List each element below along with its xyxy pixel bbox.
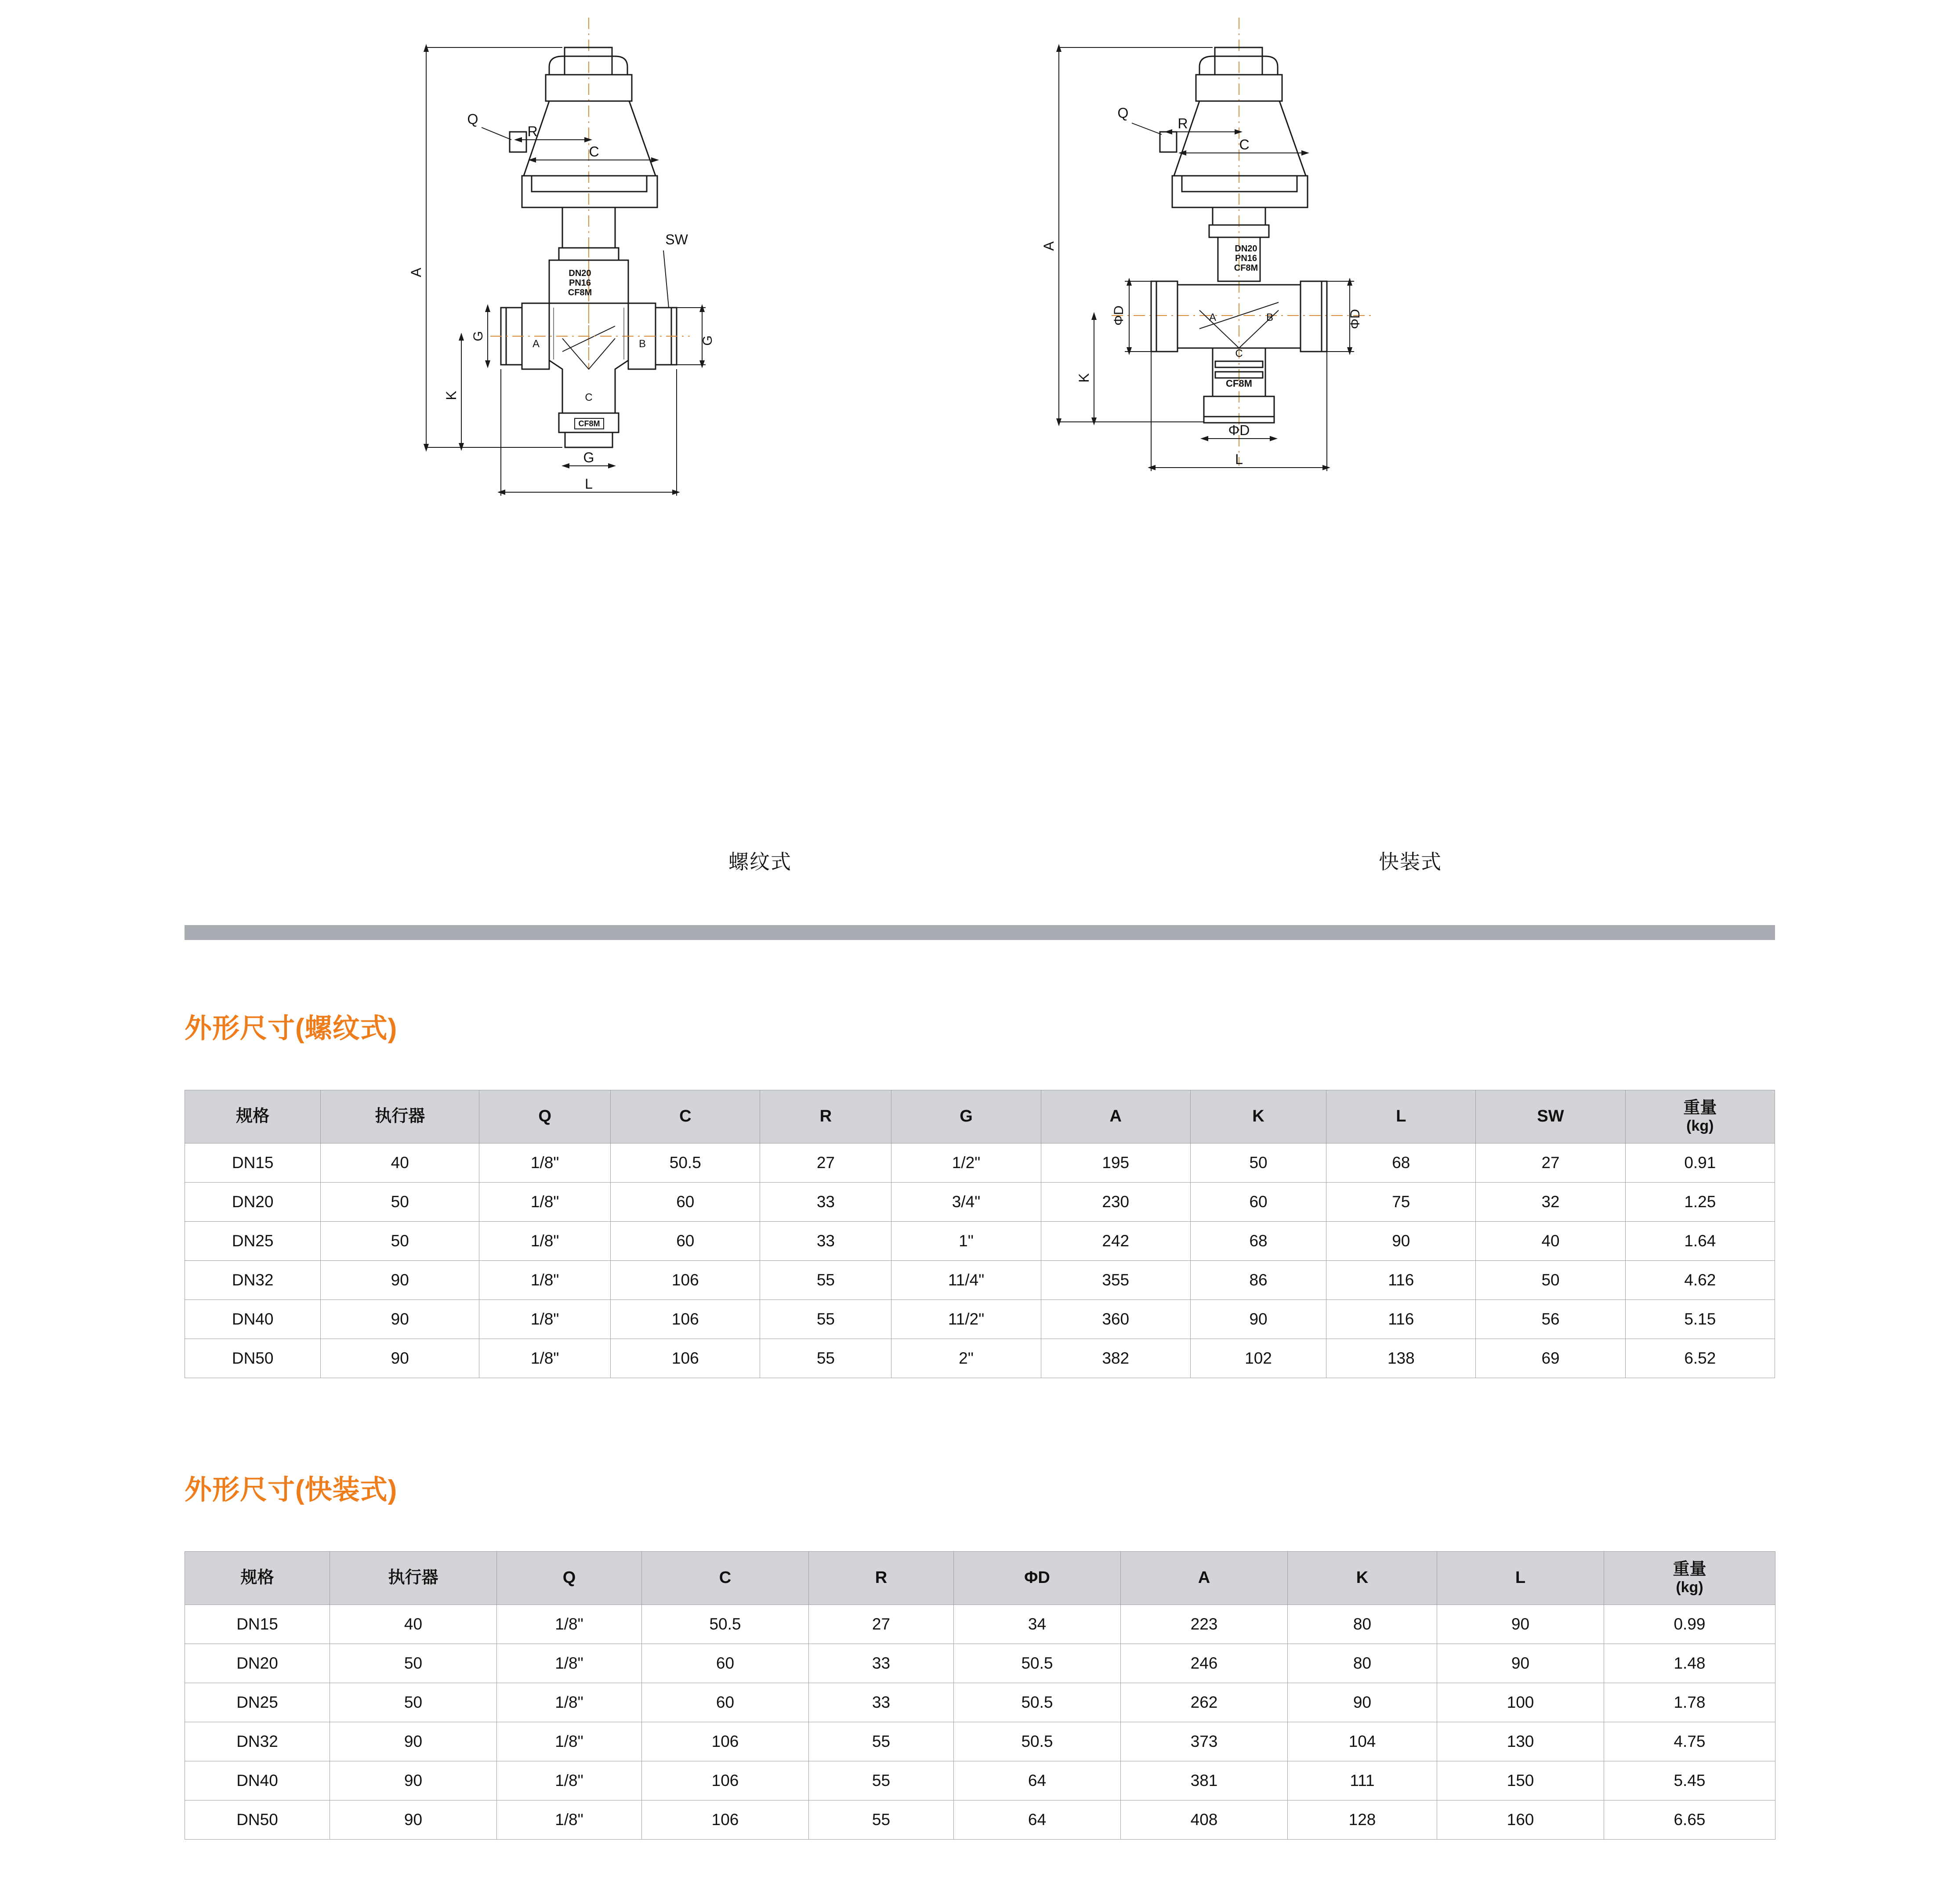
cell-q: 1/8" (479, 1222, 611, 1261)
th-r: R (760, 1090, 891, 1143)
cell-q: 1/8" (497, 1722, 642, 1761)
table-row (185, 1761, 1775, 1800)
cell-weight: 4.62 (1625, 1261, 1775, 1300)
cell-l: 160 (1437, 1800, 1604, 1840)
th-weight (1625, 1090, 1775, 1143)
th-q: Q (497, 1552, 642, 1605)
table-threaded (185, 1090, 1775, 1378)
dimension-labels-threaded (408, 111, 715, 492)
drawings-area (0, 0, 1960, 905)
cell-l: 90 (1437, 1605, 1604, 1644)
svg-text:C: C (1235, 348, 1243, 359)
cell-c: 60 (611, 1222, 760, 1261)
cell-c: 50.5 (611, 1143, 760, 1183)
caption-threaded: 螺纹式 (728, 850, 792, 873)
cell-c: 106 (611, 1339, 760, 1378)
cell-c: 50.5 (642, 1605, 809, 1644)
cell-k: 104 (1288, 1722, 1437, 1761)
table-row (185, 1143, 1775, 1183)
cell-k: 102 (1190, 1339, 1326, 1378)
cell-actuator: 50 (321, 1183, 479, 1222)
cell-k: 80 (1288, 1605, 1437, 1644)
cell-weight: 5.15 (1625, 1300, 1775, 1339)
svg-text:K: K (1076, 373, 1092, 383)
th-phid: ΦD (954, 1552, 1121, 1605)
cell-l: 150 (1437, 1761, 1604, 1800)
cell-k: 86 (1190, 1261, 1326, 1300)
section-title-threaded: 外形尺寸(螺纹式) (185, 1013, 398, 1044)
cell-weight: 1.48 (1604, 1644, 1775, 1683)
cell-phid: 50.5 (954, 1683, 1121, 1722)
table-row (185, 1683, 1775, 1722)
body-marking-threaded (568, 269, 592, 298)
cell-actuator: 90 (321, 1300, 479, 1339)
drawing-clamp (993, 0, 1828, 905)
svg-text:ΦD: ΦD (1228, 422, 1250, 438)
table-header-row (185, 1552, 1775, 1605)
cell-a: 195 (1041, 1143, 1190, 1183)
cell-weight: 0.91 (1625, 1143, 1775, 1183)
svg-text:G: G (583, 450, 594, 465)
svg-text:CF8M: CF8M (568, 288, 592, 298)
svg-text:R: R (1177, 116, 1188, 131)
cell-a: 373 (1121, 1722, 1288, 1761)
table-row (185, 1300, 1775, 1339)
cell-g: 1" (891, 1222, 1041, 1261)
cell-c: 60 (642, 1683, 809, 1722)
dimension-labels-clamp (1041, 105, 1362, 467)
th-weight-label: 重量 (1673, 1560, 1706, 1579)
cell-r: 55 (809, 1800, 954, 1840)
cell-c: 106 (642, 1722, 809, 1761)
cell-a: 242 (1041, 1222, 1190, 1261)
cell-a: 381 (1121, 1761, 1288, 1800)
cell-r: 55 (760, 1339, 891, 1378)
th-c: C (611, 1090, 760, 1143)
svg-text:L: L (1235, 451, 1243, 467)
cell-r: 55 (760, 1300, 891, 1339)
cell-l: 130 (1437, 1722, 1604, 1761)
table-threaded-wrap (185, 1090, 1775, 1378)
cell-k: 60 (1190, 1183, 1326, 1222)
cell-r: 33 (809, 1644, 954, 1683)
table-threaded-body (185, 1143, 1775, 1378)
table-row (185, 1183, 1775, 1222)
table-row (185, 1722, 1775, 1761)
table-clamp (185, 1551, 1775, 1840)
th-q: Q (479, 1090, 611, 1143)
cell-r: 55 (809, 1722, 954, 1761)
cell-weight: 4.75 (1604, 1722, 1775, 1761)
cell-k: 68 (1190, 1222, 1326, 1261)
cell-sw: 56 (1476, 1300, 1625, 1339)
cell-weight: 6.65 (1604, 1800, 1775, 1840)
cell-q: 1/8" (497, 1683, 642, 1722)
table-row (185, 1800, 1775, 1840)
cell-q: 1/8" (497, 1644, 642, 1683)
svg-text:C: C (589, 144, 599, 160)
cell-c: 60 (611, 1183, 760, 1222)
cell-spec: DN25 (185, 1683, 330, 1722)
bottom-marking-threaded (575, 418, 604, 429)
svg-text:G: G (700, 335, 715, 346)
cell-a: 382 (1041, 1339, 1190, 1378)
cell-k: 50 (1190, 1143, 1326, 1183)
cell-r: 55 (760, 1261, 891, 1300)
cell-phid: 64 (954, 1800, 1121, 1840)
cell-r: 27 (809, 1605, 954, 1644)
cell-actuator: 90 (321, 1261, 479, 1300)
svg-text:ΦD: ΦD (1348, 309, 1362, 329)
cell-g: 2" (891, 1339, 1041, 1378)
table-clamp-wrap (185, 1551, 1775, 1840)
section-title-clamp: 外形尺寸(快装式) (185, 1475, 398, 1505)
cell-spec: DN25 (185, 1222, 321, 1261)
th-weight (1604, 1552, 1775, 1605)
cell-phid: 34 (954, 1605, 1121, 1644)
svg-text:CF8M: CF8M (578, 419, 600, 428)
svg-text:A: A (532, 338, 540, 350)
cell-r: 33 (760, 1222, 891, 1261)
cell-q: 1/8" (479, 1339, 611, 1378)
cell-phid: 50.5 (954, 1644, 1121, 1683)
svg-text:Q: Q (1117, 105, 1129, 121)
th-k: K (1288, 1552, 1437, 1605)
cell-l: 75 (1326, 1183, 1476, 1222)
cell-l: 90 (1437, 1644, 1604, 1683)
cell-phid: 64 (954, 1761, 1121, 1800)
table-row (185, 1339, 1775, 1378)
clamp-valve-svg (993, 0, 1828, 835)
th-weight-unit: (kg) (1676, 1579, 1703, 1596)
cell-spec: DN50 (185, 1800, 330, 1840)
cell-r: 33 (760, 1183, 891, 1222)
cell-q: 1/8" (479, 1143, 611, 1183)
svg-text:A: A (1041, 241, 1057, 251)
table-row (185, 1261, 1775, 1300)
th-l: L (1326, 1090, 1476, 1143)
cell-spec: DN32 (185, 1722, 330, 1761)
cell-spec: DN40 (185, 1761, 330, 1800)
cell-l: 68 (1326, 1143, 1476, 1183)
cell-k: 90 (1190, 1300, 1326, 1339)
th-spec: 规格 (185, 1552, 330, 1605)
cell-spec: DN15 (185, 1605, 330, 1644)
cell-k: 128 (1288, 1800, 1437, 1840)
th-weight-label: 重量 (1683, 1098, 1717, 1117)
svg-text:SW: SW (665, 232, 688, 247)
cell-g: 1/2" (891, 1143, 1041, 1183)
divider-bar (185, 925, 1775, 940)
cell-spec: DN20 (185, 1183, 321, 1222)
cell-actuator: 90 (321, 1339, 479, 1378)
th-k: K (1190, 1090, 1326, 1143)
cell-k: 80 (1288, 1644, 1437, 1683)
th-actuator: 执行器 (330, 1552, 497, 1605)
cell-a: 230 (1041, 1183, 1190, 1222)
cell-g: 3/4" (891, 1183, 1041, 1222)
table-row (185, 1605, 1775, 1644)
cell-actuator: 50 (321, 1222, 479, 1261)
svg-text:G: G (471, 331, 485, 341)
svg-text:A: A (1209, 312, 1217, 323)
cell-sw: 69 (1476, 1339, 1625, 1378)
th-a: A (1041, 1090, 1190, 1143)
cell-r: 27 (760, 1143, 891, 1183)
cell-a: 246 (1121, 1644, 1288, 1683)
th-spec: 规格 (185, 1090, 321, 1143)
th-g: G (891, 1090, 1041, 1143)
th-c: C (642, 1552, 809, 1605)
cell-actuator: 90 (330, 1800, 497, 1840)
cell-weight: 6.52 (1625, 1339, 1775, 1378)
th-l: L (1437, 1552, 1604, 1605)
cell-actuator: 40 (321, 1143, 479, 1183)
th-actuator: 执行器 (321, 1090, 479, 1143)
th-sw: SW (1476, 1090, 1625, 1143)
cell-actuator: 50 (330, 1683, 497, 1722)
cell-k: 90 (1288, 1683, 1437, 1722)
cell-g: 11/2" (891, 1300, 1041, 1339)
cell-phid: 50.5 (954, 1722, 1121, 1761)
cell-weight: 1.78 (1604, 1683, 1775, 1722)
cell-weight: 0.99 (1604, 1605, 1775, 1644)
svg-text:DN20: DN20 (569, 269, 591, 278)
caption-clamp: 快装式 (1379, 850, 1442, 873)
cell-sw: 32 (1476, 1183, 1625, 1222)
svg-text:K: K (443, 391, 459, 400)
cell-l: 100 (1437, 1683, 1604, 1722)
cell-weight: 1.25 (1625, 1183, 1775, 1222)
cell-c: 106 (642, 1761, 809, 1800)
cell-actuator: 50 (330, 1644, 497, 1683)
table-clamp-body (185, 1605, 1775, 1840)
cell-q: 1/8" (479, 1261, 611, 1300)
cell-weight: 5.45 (1604, 1761, 1775, 1800)
th-weight-unit: (kg) (1686, 1118, 1714, 1135)
cell-c: 106 (611, 1261, 760, 1300)
cell-r: 55 (809, 1761, 954, 1800)
cell-a: 408 (1121, 1800, 1288, 1840)
cell-a: 360 (1041, 1300, 1190, 1339)
cell-q: 1/8" (497, 1605, 642, 1644)
cell-a: 355 (1041, 1261, 1190, 1300)
table-header-row (185, 1090, 1775, 1143)
cell-spec: DN40 (185, 1300, 321, 1339)
svg-text:C: C (1239, 137, 1250, 152)
svg-text:ΦD: ΦD (1112, 305, 1126, 326)
cell-actuator: 90 (330, 1761, 497, 1800)
cell-l: 90 (1326, 1222, 1476, 1261)
cell-c: 106 (642, 1800, 809, 1840)
cell-q: 1/8" (497, 1761, 642, 1800)
cell-spec: DN20 (185, 1644, 330, 1683)
cell-sw: 27 (1476, 1143, 1625, 1183)
cell-g: 11/4" (891, 1261, 1041, 1300)
cell-actuator: 90 (330, 1722, 497, 1761)
cell-spec: DN50 (185, 1339, 321, 1378)
svg-text:CF8M: CF8M (1226, 378, 1252, 389)
table-row (185, 1644, 1775, 1683)
svg-text:CF8M: CF8M (1234, 263, 1258, 273)
svg-text:Q: Q (467, 111, 478, 127)
svg-text:A: A (408, 268, 424, 277)
svg-text:B: B (638, 338, 646, 350)
svg-text:PN16: PN16 (1235, 254, 1257, 263)
cell-sw: 40 (1476, 1222, 1625, 1261)
cell-a: 223 (1121, 1605, 1288, 1644)
svg-text:R: R (527, 123, 538, 139)
cell-spec: DN32 (185, 1261, 321, 1300)
svg-text:C: C (585, 392, 593, 403)
th-r: R (809, 1552, 954, 1605)
cell-sw: 50 (1476, 1261, 1625, 1300)
th-a: A (1121, 1552, 1288, 1605)
svg-text:PN16: PN16 (569, 278, 591, 288)
cell-l: 116 (1326, 1261, 1476, 1300)
cell-q: 1/8" (497, 1800, 642, 1840)
cell-spec: DN15 (185, 1143, 321, 1183)
cell-c: 60 (642, 1644, 809, 1683)
cell-c: 106 (611, 1300, 760, 1339)
cell-q: 1/8" (479, 1183, 611, 1222)
cell-actuator: 40 (330, 1605, 497, 1644)
cell-q: 1/8" (479, 1300, 611, 1339)
cell-k: 111 (1288, 1761, 1437, 1800)
cell-a: 262 (1121, 1683, 1288, 1722)
svg-text:DN20: DN20 (1235, 244, 1257, 254)
cell-l: 138 (1326, 1339, 1476, 1378)
cell-r: 33 (809, 1683, 954, 1722)
svg-text:B: B (1266, 312, 1274, 323)
cell-weight: 1.64 (1625, 1222, 1775, 1261)
svg-text:L: L (585, 476, 593, 492)
cell-l: 116 (1326, 1300, 1476, 1339)
table-row (185, 1222, 1775, 1261)
